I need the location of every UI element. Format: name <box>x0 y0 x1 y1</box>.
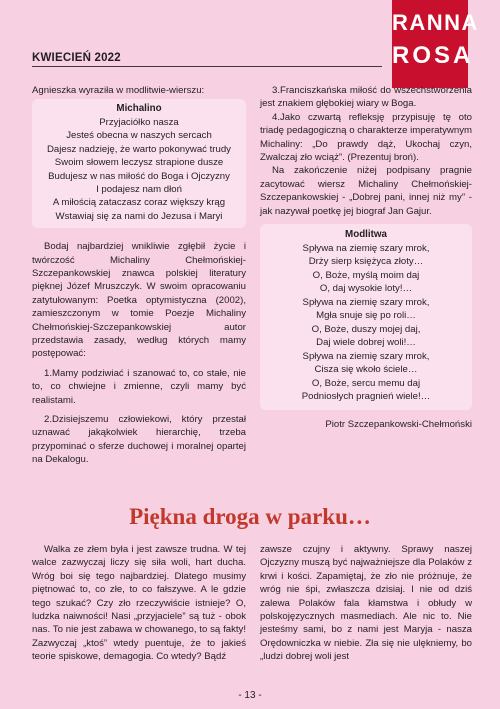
paragraph: zawsze czujny i aktywny. Sprawy naszej Ojczyzny muszą być najważniejsze dla Polaków z krwi i kości. Zapamiętaj, że zło nie próżnuje, że wróg nie śpi, zwłaszcza dzisiaj. I nie od dziś zalewa Polaków fala kłamstwa i obłudy w polskojęzycznych masmediach. Ale nic to. Nie jesteśmy sami, bo z nami jest Maryja - nasza Orędowniczka w niebie. Zła się nie ulękniemy, bo „ludzi dobrej woli jest <box>260 544 472 663</box>
logo-line-2: ROSA <box>392 42 474 69</box>
poem-modlitwa <box>260 224 472 410</box>
page-number: - 13 - <box>238 690 262 701</box>
poem-line: Spływa na ziemię szary mrok, <box>302 296 430 308</box>
poem-line: A miłością zataczasz coraz większy krąg <box>52 197 226 209</box>
poem-michalino <box>32 99 246 228</box>
intro-text: Agnieszka wyraziła w modlitwie-wierszu: <box>32 85 205 96</box>
poem-line: I podajesz nam dłoń <box>96 183 182 195</box>
poem-line: Jesteś obecna w naszych sercach <box>66 130 212 142</box>
poem-line: Wstawiaj się za nami do Jezusa i Maryi <box>55 210 223 222</box>
poem-line: Spływa na ziemię szary mrok, <box>302 350 430 362</box>
poem-title: Michalino <box>116 103 162 115</box>
paragraph: Na zakończenie niżej podpisany pragnie zacytować wiersz Michaliny Chełmońskiej-Szczepankowskiej - „Dobrej pani, innej niż my” - jak nazywał poetkę jej biograf Jan Gajur. <box>260 165 472 217</box>
paragraph: 3.Franciszkańska miłość do wszechstworzenia jest znakiem głębokiej wiary w Boga. <box>260 85 472 110</box>
article-right-column <box>260 543 472 664</box>
paragraph: 2.Dzisiejszemu człowiekowi, który przestał uznawać jakąkolwiek hierarchię, trzeba przypominać o sferze duchowej i moralnej opartej na Dekalogu. <box>32 414 246 466</box>
poem-line: O, Boże, duszy mojej daj, <box>311 323 421 335</box>
poem-line: O, Boże, sercu memu daj <box>311 377 421 389</box>
logo-line-1: RANNA <box>392 10 479 35</box>
issue-date: KWIECIEŃ 2022 <box>32 52 121 64</box>
signature: Piotr Szczepankowski-Chełmoński <box>325 418 472 430</box>
poem-line: Cisza się wkoło ściele… <box>314 364 418 376</box>
poem-line: Spływa na ziemię szary mrok, <box>302 242 430 254</box>
poem-line: Podniosłych pragnień wiele!… <box>301 391 431 403</box>
paragraph: Bodaj najbardziej wnikliwie zgłębił życie i twórczość Michaliny Chełmońskiej-Szczepankowskiej znawca polskiej literatury pięknej Józef Mruszczyk. W swoim opracowaniu zatytułowanym: Poetka optymistyczna (2002), zamieszczonym w tomie Poezje Michaliny Chełmońskiej-Szczepankowskiej autor przedstawia zasady, według których mamy postępować: <box>32 241 246 360</box>
poem-title: Modlitwa <box>345 229 387 241</box>
poem-line: Przyjaciółko nasza <box>99 116 179 128</box>
poem-line: O, daj wysokie loty!… <box>319 283 413 295</box>
paragraph: 1.Mamy podziwiać i szanować to, co stałe, nie to, co chwiejne i zmienne, czyli mamy być realistami. <box>32 367 246 406</box>
article-title: Piękna droga w parku… <box>129 504 371 529</box>
paragraph: 4.Jako czwartą refleksję przypisuję tę oto triadę pedagogiczną o charakterze imperatywnym Michaliny: „Do prawdy dąż, Ukochaj czyn, Zwalczaj zło wciąż”. (Prezentuj broń). <box>260 111 472 164</box>
paragraph: Walka ze złem była i jest zawsze trudna. W tej walce zazwyczaj liczy się siła woli, hart ducha. Wróg boi się tego najbardziej. Dlatego musimy piętnować to, co złe, to co fałszywe. A le gdzie tego szukać? Czy zło rzeczywiście istnieje? O, ludzka naiwności! Nasi „przyjaciele” są tuż - obok nas. To nie jest zabawa w chowanego, to są fakty! Zazwyczaj „ktoś” wtedy puentuje, że to jakieś teorie spiskowe, demagogia. Co wtedy? Bądź <box>32 544 246 663</box>
left-column <box>32 84 246 467</box>
poem-line: Swoim słowem leczysz strapione dusze <box>54 157 224 169</box>
poem-line: Dajesz nadzieję, że warto pokonywać trudy <box>47 143 231 155</box>
article-left-column <box>32 543 246 664</box>
poem-line: Budujesz w nas miłość do Boga i Ojczyzny <box>48 170 230 182</box>
header-rule <box>32 66 382 67</box>
poem-line: Mgła snuje się po roli… <box>316 310 416 322</box>
magazine-logo <box>392 0 479 88</box>
right-column <box>260 84 472 431</box>
poem-line: Drży sierp księżyca złoty… <box>308 256 424 268</box>
poem-line: O, Boże, myślą moim daj <box>312 269 420 281</box>
poem-line: Daj wiele dobrej woli!… <box>316 337 416 349</box>
